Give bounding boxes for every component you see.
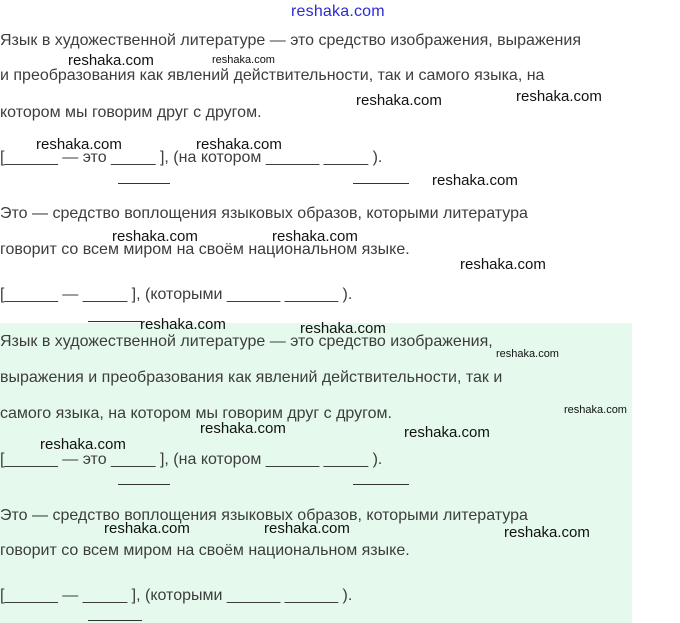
watermark: reshaka.com (112, 228, 198, 245)
watermark: reshaka.com (432, 172, 518, 189)
sentence-scheme: [______ — _____ ], (которыми ______ ______ ). (0, 587, 353, 604)
watermark: reshaka.com (212, 54, 275, 66)
watermark: reshaka.com (300, 320, 386, 337)
watermark: reshaka.com (496, 348, 559, 360)
watermark: reshaka.com (504, 524, 590, 541)
paragraph-line: и преобразования как явлений действительности, так и самого языка, на (0, 67, 545, 84)
paragraph-line: самого языка, на котором мы говорим друг с другом. (0, 405, 392, 422)
paragraph-line: говорит со всем миром на своём национальном языке. (0, 542, 410, 559)
paragraph-line: Это — средство воплощения языковых образов, которыми литература (0, 507, 528, 524)
watermark: reshaka.com (36, 136, 122, 153)
underline (118, 484, 170, 485)
watermark: reshaka.com (264, 520, 350, 537)
paragraph-line: Это — средство воплощения языковых образов, которыми литература (0, 205, 528, 222)
paragraph-line: выражения и преобразования как явлений действительности, так и (0, 369, 503, 386)
watermark: reshaka.com (200, 420, 286, 437)
paragraph-line: Язык в художественной литературе — это средство изображения, (0, 333, 493, 350)
watermark: reshaka.com (196, 136, 282, 153)
underline (353, 183, 409, 184)
paragraph-line: котором мы говорим друг с другом. (0, 104, 262, 121)
watermark: reshaka.com (40, 436, 126, 453)
site-header[interactable]: reshaka.com (291, 3, 385, 20)
watermark: reshaka.com (356, 92, 442, 109)
watermark: reshaka.com (564, 404, 627, 416)
underline (88, 620, 142, 621)
watermark: reshaka.com (272, 228, 358, 245)
sentence-scheme: [______ — это _____ ], (на котором ______ _____ ). (0, 149, 383, 166)
watermark: reshaka.com (460, 256, 546, 273)
paragraph-line: говорит со всем миром на своём национальном языке. (0, 241, 410, 258)
underline (353, 484, 409, 485)
paragraph-line: Язык в художественной литературе — это средство изображения, выражения (0, 32, 581, 49)
watermark: reshaka.com (68, 52, 154, 69)
sentence-scheme: [______ — _____ ], (которыми ______ ______ ). (0, 286, 353, 303)
watermark: reshaka.com (140, 316, 226, 333)
highlighted-section-background (0, 323, 632, 623)
underline (118, 183, 170, 184)
watermark: reshaka.com (104, 520, 190, 537)
sentence-scheme: [______ — это _____ ], (на котором ______ _____ ). (0, 451, 383, 468)
watermark: reshaka.com (516, 88, 602, 105)
underline (88, 321, 142, 322)
watermark: reshaka.com (404, 424, 490, 441)
